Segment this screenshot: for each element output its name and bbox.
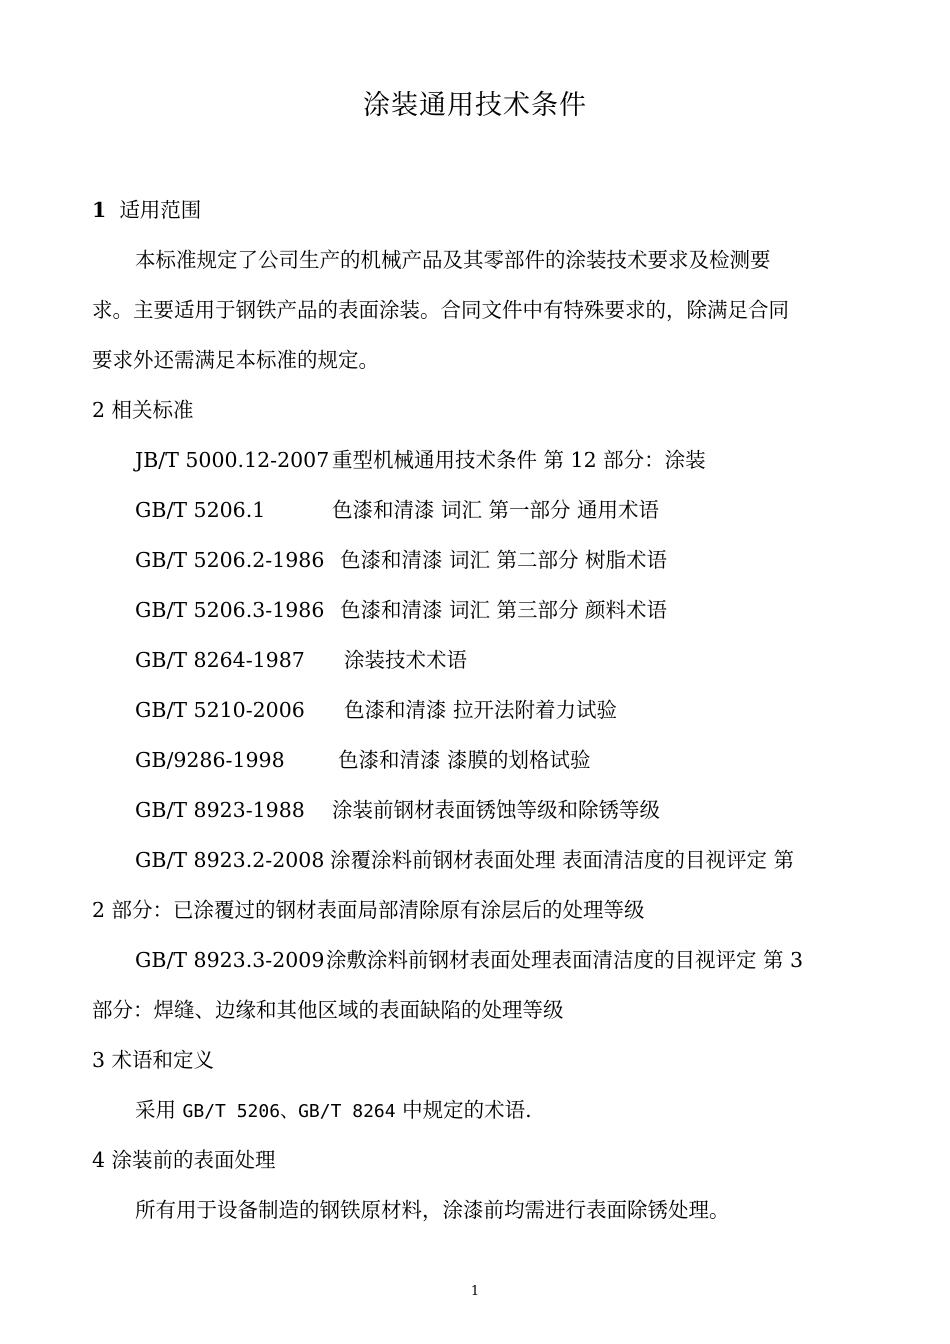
- standard-desc: 涂装前钢材表面锈蚀等级和除锈等级: [332, 798, 660, 822]
- section-4-heading: 4 涂装前的表面处理: [92, 1148, 276, 1172]
- standard-code: JB/T 5000.12-2007: [135, 448, 330, 472]
- standard-row: [0, 642, 950, 678]
- standard-desc: 色漆和清漆 词汇 第三部分 颜料术语: [340, 598, 668, 622]
- standard-desc: 色漆和清漆 拉开法附着力试验: [344, 698, 618, 722]
- standard-row: [0, 842, 950, 878]
- section-2-heading: 2 相关标准: [92, 398, 194, 422]
- referenced-standards: GB/T 5206、GB/T 8264: [182, 1101, 396, 1122]
- section-4-para: 所有用于设备制造的钢铁原材料，涂漆前均需进行表面除锈处理。: [135, 1198, 730, 1222]
- standard-row: [0, 942, 950, 978]
- document-title: 涂装通用技术条件: [363, 90, 587, 121]
- standard-desc: 色漆和清漆 词汇 第一部分 通用术语: [332, 498, 660, 522]
- standard-desc: 色漆和清漆 词汇 第二部分 树脂术语: [340, 548, 668, 572]
- standard-code: GB/T 8923-1988: [135, 798, 305, 822]
- standard-desc: 色漆和清漆 漆膜的划格试验: [338, 748, 591, 772]
- section-1-para-line: 要求外还需满足本标准的规定。: [92, 348, 379, 372]
- standard-code: GB/T 8923.3-2009: [135, 948, 325, 972]
- standard-desc: 涂覆涂料前钢材表面处理 表面清洁度的目视评定 第: [330, 848, 795, 872]
- standard-row: [0, 692, 950, 728]
- standard-code: GB/9286-1998: [135, 748, 285, 772]
- standard-code: GB/T 8923.2-2008: [135, 848, 325, 872]
- standard-row: [0, 792, 950, 828]
- section-3-heading: 3 术语和定义: [92, 1048, 215, 1072]
- standard-row: [0, 592, 950, 628]
- section-1-title: 适用范围: [119, 198, 202, 222]
- section-3-para: 采用 GB/T 5206、GB/T 8264 中规定的术语.: [135, 1098, 532, 1122]
- standard-code: GB/T 5206.1: [135, 498, 266, 522]
- standard-desc: 重型机械通用技术条件 第 12 部分：涂装: [332, 448, 706, 472]
- standard-code: GB/T 8264-1987: [135, 648, 305, 672]
- section-1-number: 1: [92, 198, 107, 222]
- standard-desc: 涂装技术术语: [344, 648, 467, 672]
- section-1-para-line: 求。主要适用于钢铁产品的表面涂装。合同文件中有特殊要求的，除满足合同: [92, 298, 789, 322]
- standard-row: [0, 442, 950, 478]
- standard-row: [0, 542, 950, 578]
- standard-code: GB/T 5206.3-1986: [135, 598, 325, 622]
- section-1-para-line: 本标准规定了公司生产的机械产品及其零部件的涂装技术要求及检测要: [135, 248, 771, 272]
- page-number: 1: [470, 1284, 480, 1299]
- standard-row-continuation: 2 部分：已涂覆过的钢材表面局部清除原有涂层后的处理等级: [92, 898, 645, 922]
- standard-code: GB/T 5206.2-1986: [135, 548, 325, 572]
- standard-code: GB/T 5210-2006: [135, 698, 305, 722]
- standard-row: [0, 492, 950, 528]
- standard-desc: 涂敷涂料前钢材表面处理表面清洁度的目视评定 第 3: [326, 948, 804, 972]
- standard-row-continuation: 部分：焊缝、边缘和其他区域的表面缺陷的处理等级: [92, 998, 564, 1022]
- standard-row: [0, 742, 950, 778]
- section-1-heading: [0, 192, 950, 228]
